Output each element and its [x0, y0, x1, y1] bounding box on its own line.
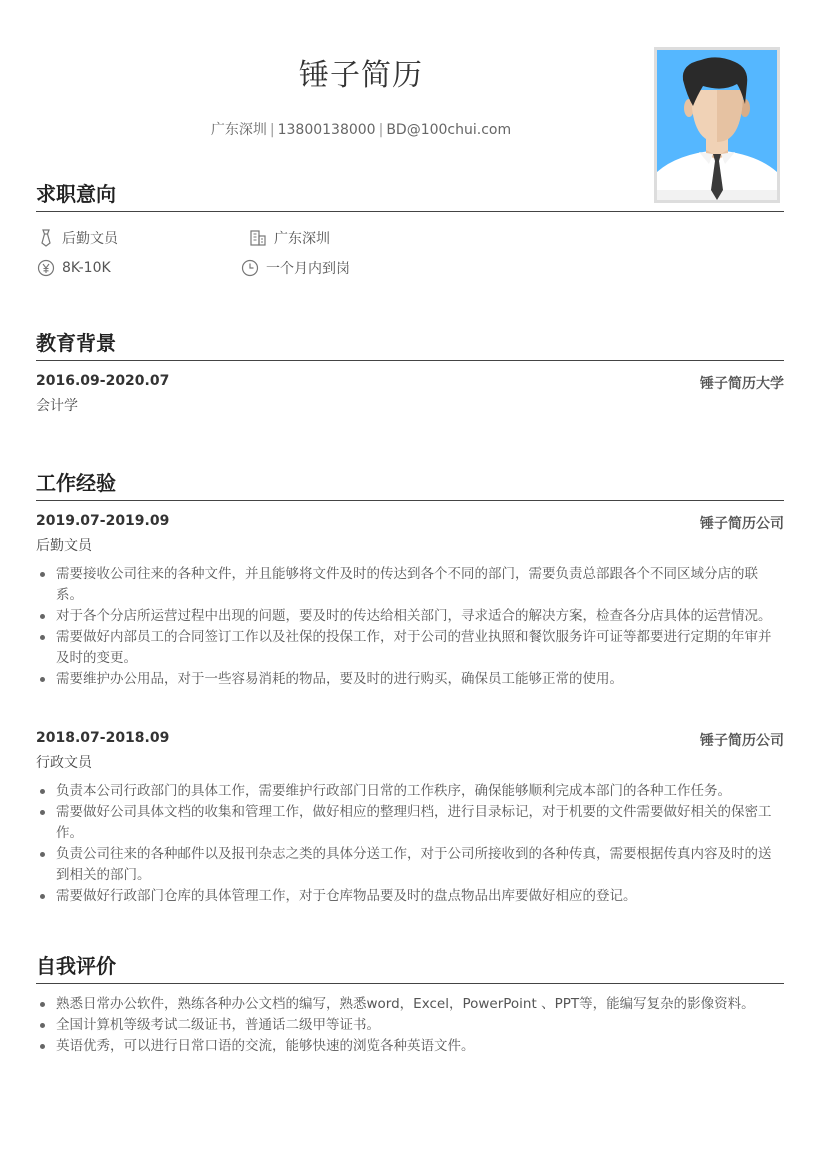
work-row-header [36, 513, 784, 532]
education-period: 2016.09-2020.07 [36, 373, 170, 389]
contact-phone: 13800138000 [277, 122, 376, 138]
list-item: 英语优秀，可以进行日常口语的交流，能够快速的浏览各种英语文件。 [36, 1036, 784, 1057]
section-divider [36, 500, 784, 501]
work-duties-list [36, 781, 784, 907]
intent-city-value: 广东深圳 [274, 231, 330, 247]
intent-city [248, 228, 330, 248]
yen-icon [36, 258, 56, 278]
section-title-job-intention: 求职意向 [36, 182, 116, 206]
education-major: 会计学 [36, 398, 78, 414]
work-period: 2018.07-2018.09 [36, 730, 170, 746]
work-role: 行政文员 [36, 755, 92, 771]
resume-name: 锤子简历 [299, 58, 423, 93]
intent-salary [36, 258, 111, 278]
list-item: 需要做好公司具体文档的收集和管理工作，做好相应的整理归档，进行目录标记，对于机要的文件需要做好相关的保密工作。 [36, 802, 784, 844]
contact-separator: | [269, 122, 275, 138]
clock-icon [240, 258, 260, 278]
section-divider [36, 211, 784, 212]
work-duties-list [36, 564, 784, 690]
list-item: 负责公司往来的各种邮件以及报刊杂志之类的具体分送工作，对于公司所接收到的各种传真，需要根据传真内容及时的送到相关的部门。 [36, 844, 784, 886]
section-title-self-evaluation: 自我评价 [36, 954, 116, 978]
work-period: 2019.07-2019.09 [36, 513, 170, 529]
list-item: 负责本公司行政部门的具体工作，需要维护行政部门日常的工作秩序，确保能够顺利完成本部门的各种工作任务。 [36, 781, 784, 802]
list-item: 需要做好内部员工的合同签订工作以及社保的投保工作，对于公司的营业执照和餐饮服务许可证等都要进行定期的年审并及时的变更。 [36, 627, 784, 669]
profile-photo [654, 47, 780, 203]
list-item: 全国计算机等级考试二级证书，普通话二级甲等证书。 [36, 1015, 784, 1036]
contact-email: BD@100chui.com [386, 122, 512, 138]
section-title-education: 教育背景 [36, 331, 116, 355]
work-row-header [36, 730, 784, 749]
avatar-man-with-tie-icon [657, 50, 777, 200]
work-company: 锤子简历公司 [700, 733, 784, 749]
work-role: 后勤文员 [36, 538, 92, 554]
intent-availability-value: 一个月内到岗 [266, 261, 350, 277]
list-item: 需要维护办公用品，对于一些容易消耗的物品，要及时的进行购买，确保员工能够正常的使用。 [36, 669, 784, 690]
section-divider [36, 360, 784, 361]
contact-location: 广东深圳 [210, 122, 267, 138]
list-item: 需要做好行政部门仓库的具体管理工作，对于仓库物品要及时的盘点物品出库要做好相应的登记。 [36, 886, 784, 907]
section-divider [36, 983, 784, 984]
section-title-work: 工作经验 [36, 471, 116, 495]
building-icon [248, 228, 268, 248]
tie-icon [36, 228, 56, 248]
list-item: 熟悉日常办公软件，熟练各种办公文档的编写，熟悉word，Excel，PowerPoint 、PPT等，能编写复杂的影像资料。 [36, 994, 784, 1015]
contact-separator: | [378, 122, 384, 138]
list-item: 对于各个分店所运营过程中出现的问题，要及时的传达给相关部门，寻求适合的解决方案，检查各分店具体的运营情况。 [36, 606, 784, 627]
education-row-header [36, 373, 784, 392]
contact-line [0, 119, 722, 139]
list-item: 需要接收公司往来的各种文件，并且能够将文件及时的传达到各个不同的部门，需要负责总部跟各个不同区域分店的联系。 [36, 564, 784, 606]
education-school: 锤子简历大学 [700, 376, 784, 392]
work-company: 锤子简历公司 [700, 516, 784, 532]
intent-salary-value: 8K-10K [62, 260, 111, 276]
intent-position-value: 后勤文员 [62, 231, 118, 247]
self-evaluation-list [36, 994, 784, 1057]
intent-position [36, 228, 118, 248]
intent-availability [240, 258, 350, 278]
